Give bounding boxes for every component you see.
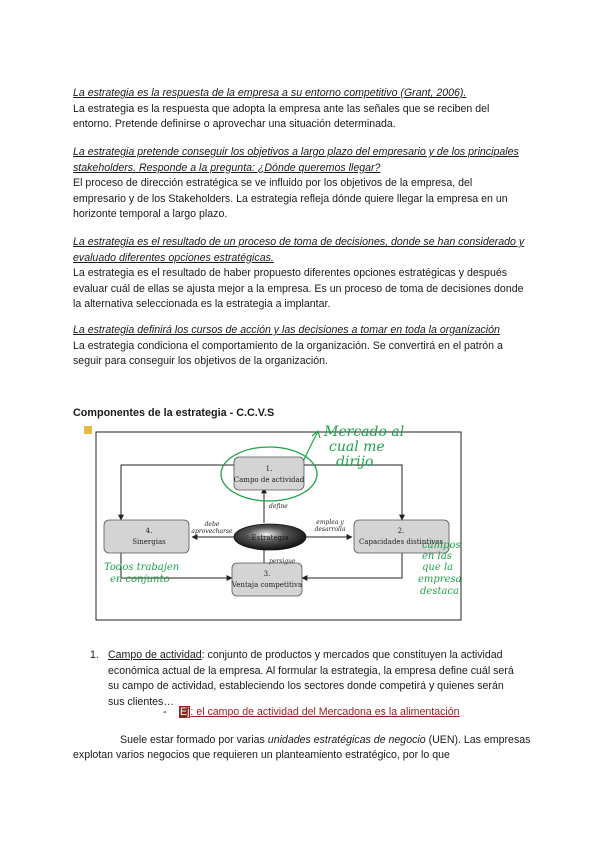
box1-num: 1. bbox=[265, 465, 273, 473]
section-3-body: La estrategia es el resultado de haber propuesto diferentes opciones estratégicas y después evaluar cuál de ellas se ajusta mejor a la empresa. Es un proceso de toma de decisiones donde la alternativa seleccionada es la estrategia a implantar. bbox=[73, 267, 524, 311]
continuation-part2: (UEN). Las empresas explotan varios negocios que requieren un planteamiento estratégico, por lo que bbox=[73, 733, 531, 762]
note-mercado-2: cual me bbox=[329, 439, 385, 455]
box-sinergias bbox=[104, 520, 189, 553]
list-item-campo bbox=[90, 648, 520, 710]
note-mercado-3: dirijo bbox=[336, 454, 374, 470]
example-dash: - bbox=[163, 706, 167, 718]
label-debe: debe bbox=[204, 521, 220, 528]
section-4-heading: La estrategia definirá los cursos de acción y las decisiones a tomar en toda la organización bbox=[73, 324, 500, 336]
section-2-heading: La estrategia pretende conseguir los objetivos a largo plazo del empresario y de los principales stakeholders. Responde a la pregunta: ¿Dónde queremos llegar? bbox=[73, 146, 519, 174]
note-todos-2: en conjunto bbox=[110, 574, 170, 585]
section-1-heading: La estrategia es la respuesta de la empresa a su entorno competitivo (Grant, 2006). bbox=[73, 87, 467, 99]
list-number: 1. bbox=[90, 649, 99, 661]
box1-label: Campo de actividad bbox=[233, 476, 305, 484]
label-persigue: persigue bbox=[269, 558, 296, 565]
section-4 bbox=[73, 323, 528, 370]
list-term: Campo de actividad bbox=[108, 649, 202, 661]
box3-label: Ventaja competitiva bbox=[231, 581, 303, 589]
box2-num: 2. bbox=[397, 527, 405, 535]
continuation-paragraph bbox=[73, 733, 533, 764]
section-2-body: El proceso de dirección estratégica se ve influido por los objetivos de la empresa, del empresario y de los Stakeholders. La estrategia refleja dónde quiere llegar la empresa en un horizonte temporal a largo plazo. bbox=[73, 177, 508, 221]
thumb-mark bbox=[84, 426, 92, 434]
section-1-body: La estrategia es la respuesta que adopta la empresa ante las señales que se reciben del entorno. Pretende definirse o aprovechar una situación determinada. bbox=[73, 102, 490, 131]
section-1 bbox=[73, 86, 528, 133]
strategy-diagram bbox=[84, 420, 469, 630]
section-3 bbox=[73, 235, 528, 313]
note-campos-5: destaca bbox=[420, 586, 459, 597]
note-todos-1: Todos trabajen bbox=[104, 562, 180, 573]
label-aprovecharse: aprovecharse bbox=[191, 528, 233, 535]
note-campos-3: que la bbox=[422, 562, 454, 573]
label-desarrolla: desarrolla bbox=[314, 526, 346, 533]
box4-label: Sinergias bbox=[132, 538, 166, 546]
example-text bbox=[179, 706, 460, 718]
strategy-label: Estrategia bbox=[251, 534, 289, 542]
components-title: Componentes de la estrategia - C.C.V.S bbox=[73, 407, 275, 419]
box2-label: Capacidades distintivas bbox=[358, 538, 444, 546]
box4-num: 4. bbox=[145, 527, 153, 535]
section-4-body: La estrategia condiciona el comportamiento de la organización. Se convertirá en el patrón a seguir para conseguir los objetivos de la organización. bbox=[73, 339, 503, 368]
list-text: : conjunto de productos y mercados que constituyen la actividad económica actual de la empresa. Al formular la estrategia, la empresa define cuál será su campo de actividad, estableciendo los sectores donde competirá y quienes serán sus clientes… bbox=[108, 649, 514, 708]
note-campos-1: campos bbox=[422, 540, 461, 551]
example-body: : el campo de actividad del Mercadona es la alimentación bbox=[190, 706, 460, 718]
continuation-part1: Suele estar formado por varias bbox=[120, 733, 268, 746]
note-mercado-1: Mercado al bbox=[324, 424, 405, 440]
box-ventaja bbox=[232, 563, 302, 596]
example-prefix: Ej bbox=[180, 706, 190, 718]
section-2 bbox=[73, 145, 528, 223]
box3-num: 3. bbox=[263, 570, 271, 578]
box-campo-actividad bbox=[234, 457, 304, 490]
section-3-heading: La estrategia es el resultado de un proceso de toma de decisiones, donde se han considerado y evaluado diferentes opciones estratégicas. bbox=[73, 236, 525, 264]
note-campos-2: en las bbox=[422, 551, 452, 562]
label-emplea: emplea y bbox=[316, 519, 344, 526]
continuation-italic: unidades estratégicas de negocio bbox=[267, 733, 426, 746]
note-campos-4: empresa bbox=[418, 574, 462, 585]
list-body bbox=[108, 648, 520, 710]
label-define: define bbox=[269, 503, 288, 510]
